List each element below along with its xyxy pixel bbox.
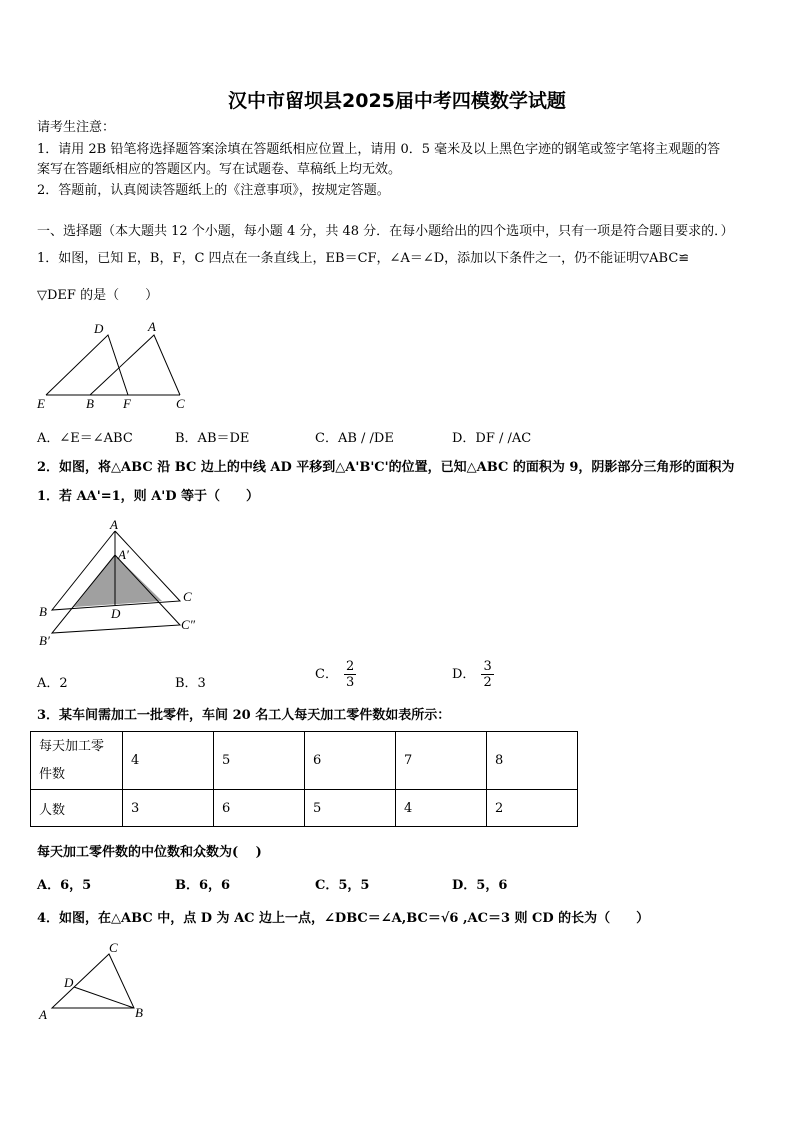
q1-figure: [30, 318, 210, 418]
table-cell: 5: [305, 790, 396, 827]
q2-label-c-prime: C″: [181, 617, 196, 632]
q3-option-d[interactable]: D．5，6: [452, 878, 508, 893]
notice-item-2: 2．答题前，认真阅读答题纸上的《注意事项》，按规定答题。: [37, 183, 390, 198]
q2-option-c-denominator: 3: [345, 675, 355, 690]
q2-option-c-fraction: [344, 659, 356, 690]
q1-option-d[interactable]: D．DF / /AC: [452, 431, 532, 446]
q1-label-e: E: [37, 396, 45, 411]
table-cell: 6: [214, 790, 305, 827]
q2-option-d[interactable]: [452, 659, 494, 690]
q1-option-c[interactable]: C．AB / /DE: [315, 431, 394, 446]
row1-head-b: 件数: [39, 766, 66, 782]
table-cell: 4: [123, 732, 214, 790]
q2-label-b-prime: B′: [39, 633, 50, 648]
section-heading: 一、选择题（本大题共 12 个小题，每小题 4 分，共 48 分．在每小题给出的四个选项中，只有一项是符合题目要求的．）: [37, 224, 734, 239]
q3-option-a[interactable]: A．6，5: [37, 878, 92, 893]
q3-table: [30, 731, 578, 827]
q2-label-d: D: [111, 606, 121, 621]
q3-text: 3．某车间需加工一批零件，车间 20 名工人每天加工零件数如表所示：: [37, 708, 451, 723]
q1-text: 1．如图，已知 E，B，F，C 四点在一条直线上，EB＝CF，∠A＝∠D，添加以下条件之一，仍不能证明▽ABC≌: [37, 251, 690, 266]
q1-label-a: A: [148, 319, 156, 334]
q2-option-d-fraction: [481, 659, 493, 690]
q3-option-b[interactable]: B．6，6: [175, 878, 231, 893]
table-cell: 8: [487, 732, 578, 790]
notice-heading: 请考生注意：: [37, 120, 116, 135]
q2-label-a: A: [110, 517, 118, 532]
q2-option-d-numerator: 3: [483, 659, 492, 674]
row1-head-a: 每天加工零: [39, 738, 105, 754]
q2-option-d-prefix: D．: [452, 667, 476, 682]
table-row: [31, 790, 578, 827]
table-cell: 4: [396, 790, 487, 827]
table-cell: 3: [123, 790, 214, 827]
q3-option-c[interactable]: C．5，5: [315, 878, 370, 893]
table-header-cell: 人数: [31, 790, 123, 827]
page-title: 汉中市留坝县2025届中考四模数学试题: [228, 90, 566, 112]
q2-option-b[interactable]: B．3: [175, 676, 206, 691]
q4-figure: [30, 940, 170, 1030]
table-cell: 6: [305, 732, 396, 790]
q2-text: 2．如图，将△ABC 沿 BC 边上的中线 AD 平移到△A'B'C'的位置，已知△ABC 的面积为 9，阴影部分三角形的面积为: [37, 460, 735, 475]
q2-option-c-numerator: 2: [345, 659, 355, 674]
q1-triangle-def: [46, 335, 128, 395]
q2-label-b: B: [39, 604, 47, 619]
q2-option-c[interactable]: [315, 659, 356, 690]
q1-option-b[interactable]: B．AB＝DE: [175, 431, 250, 446]
notice-item-1: 1．请用 2B 铅笔将选择题答案涂填在答题纸相应位置上，请用 0．5 毫米及以上黑色字迹的钢笔或签字笔将主观题的答: [37, 142, 721, 157]
notice-item-1-cont: 案写在答题纸相应的答题区内。写在试题卷、草稿纸上均无效。: [37, 162, 402, 177]
q2-label-a-prime: A′: [118, 547, 129, 562]
table-header-cell: [31, 732, 123, 790]
q4-segment-bd: [74, 987, 134, 1008]
q1-label-f: F: [123, 396, 131, 411]
q2-figure: [30, 515, 210, 655]
table-cell: 7: [396, 732, 487, 790]
q4-label-b: B: [135, 1005, 143, 1020]
q1-option-a[interactable]: A．∠E＝∠ABC: [37, 431, 133, 446]
q1-text-cont: ▽DEF 的是（ ）: [37, 288, 159, 303]
q1-label-d: D: [94, 321, 104, 336]
q2-option-a[interactable]: A．2: [37, 676, 68, 691]
q1-label-c: C: [176, 396, 185, 411]
q4-label-a: A: [39, 1007, 47, 1022]
table-row: [31, 732, 578, 790]
q4-label-d: D: [64, 975, 74, 990]
table-cell: 5: [214, 732, 305, 790]
q2-option-c-prefix: C．: [315, 667, 338, 682]
q2-option-d-denominator: 2: [483, 675, 492, 690]
q3-question: 每天加工零件数的中位数和众数为( ): [37, 845, 262, 860]
q1-label-b: B: [86, 396, 94, 411]
q2-text-cont: 1．若 AA'=1，则 A'D 等于（ ）: [37, 489, 260, 504]
q4-text: 4．如图，在△ABC 中，点 D 为 AC 边上一点，∠DBC＝∠A,BC＝√6 ,AC＝3 则 CD 的长为（ ）: [37, 911, 650, 926]
table-cell: 2: [487, 790, 578, 827]
q1-triangle-abc: [90, 335, 180, 395]
q2-shaded-triangle: [74, 555, 162, 607]
q4-label-c: C: [109, 940, 118, 955]
q2-label-c: C: [183, 589, 192, 604]
